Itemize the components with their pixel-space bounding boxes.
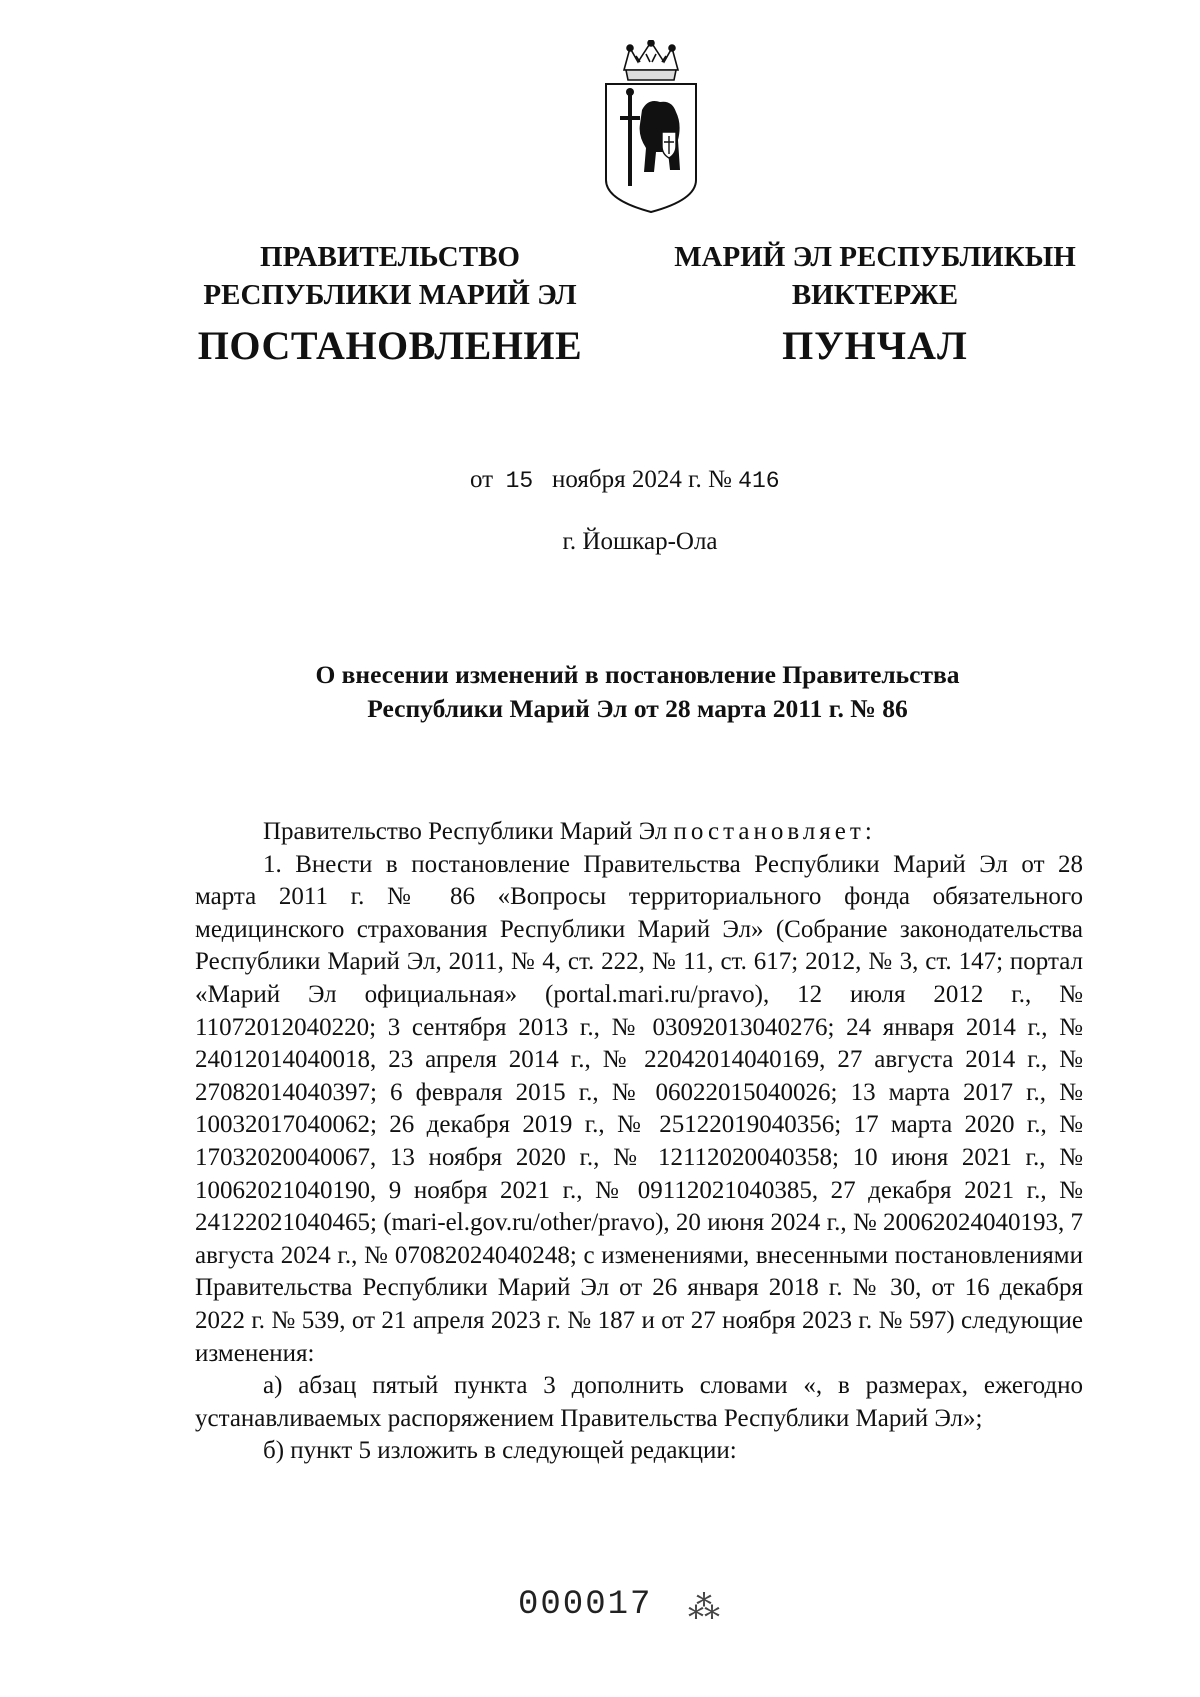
- header-right-line2: ВИКТЕРЖЕ: [791, 279, 959, 311]
- header-right: [640, 238, 1110, 314]
- item-a-paragraph: а) абзац пятый пункта 3 дополнить словами «, в размерах, ежегодно устанавливаемых распоряжением Правительства Республики Марий Эл»;: [195, 1372, 1083, 1432]
- intro-text: Правительство Республики Марий Эл: [263, 818, 674, 845]
- item-b-paragraph: б) пункт 5 изложить в следующей редакции:: [263, 1437, 737, 1465]
- title-line1: О внесении изменений в постановление Правительства: [315, 660, 960, 689]
- document-title: [195, 658, 1080, 726]
- header-left-line2: РЕСПУБЛИКИ МАРИЙ ЭЛ: [203, 279, 577, 311]
- dateline-number: 416: [738, 468, 780, 494]
- serial-number: 000017: [518, 1586, 653, 1624]
- dateline-day: 15: [505, 468, 534, 494]
- doc-type-mari: ПУНЧАЛ: [782, 323, 968, 368]
- dateline: [470, 466, 780, 494]
- intro-spaced: постановляет:: [673, 818, 876, 845]
- header-left: [190, 238, 590, 314]
- item-1-paragraph: 1. Внести в постановление Правительства Республики Марий Эл от 28 марта 2011 г. № 86 «Вопросы территориального фонда обязательного медицинского страхования Республики Марий Эл» (Собрание законодательства Республики Марий Эл, 2011, № 4, ст. 222, № 11, ст. 617; 2012, № 3, ст. 147; портал «Марий Эл официальная» (portal.mari.ru/pravo), 12 июля 2012 г., № 11072012040220; 3 сентября 2013 г., № 03092013040276; 24 января 2014 г., № 24012014040018, 23 апреля 2014 г., № 22042014040169, 27 августа 2014 г., № 27082014040397; 6 февраля 2015 г., № 06022015040026; 13 марта 2017 г., № 10032017040062; 26 декабря 2019 г., № 25122019040356; 17 марта 2020 г., № 17032020040067, 13 ноября 2020 г., № 12112020040358; 10 июня 2021 г., № 10062021040190, 9 ноября 2021 г., № 09112021040385, 27 декабря 2021 г., № 24122021040465; (mari-el.gov.ru/other/pravo), 20 июня 2024 г., № 20062024040193, 7 августа 2024 г., № 07082024040248; с изменениями, внесенными постановлениями Правительства Республики Марий Эл от 26 января 2018 г. № 30, от 16 декабря 2022 г. № 539, от 21 апреля 2023 г. № 187 и от 27 ноября 2023 г. № 597) следующие изменения:: [195, 850, 1083, 1367]
- footer-mark: ⁂: [688, 1589, 720, 1625]
- dateline-prefix: от: [470, 466, 494, 493]
- place: г. Йошкар-Ола: [562, 528, 718, 555]
- title-line2: Республики Марий Эл от 28 марта 2011 г. № 86: [367, 694, 908, 723]
- dateline-month-year: ноября 2024 г. №: [551, 466, 732, 493]
- document-body: [195, 816, 1083, 1468]
- header-left-line1: ПРАВИТЕЛЬСТВО: [260, 241, 520, 273]
- doc-type-russian: ПОСТАНОВЛЕНИЕ: [197, 323, 583, 368]
- header-right-line1: МАРИЙ ЭЛ РЕСПУБЛИКЫН: [674, 241, 1076, 273]
- coat-of-arms-icon: [596, 40, 706, 215]
- intro-paragraph: [195, 816, 1083, 849]
